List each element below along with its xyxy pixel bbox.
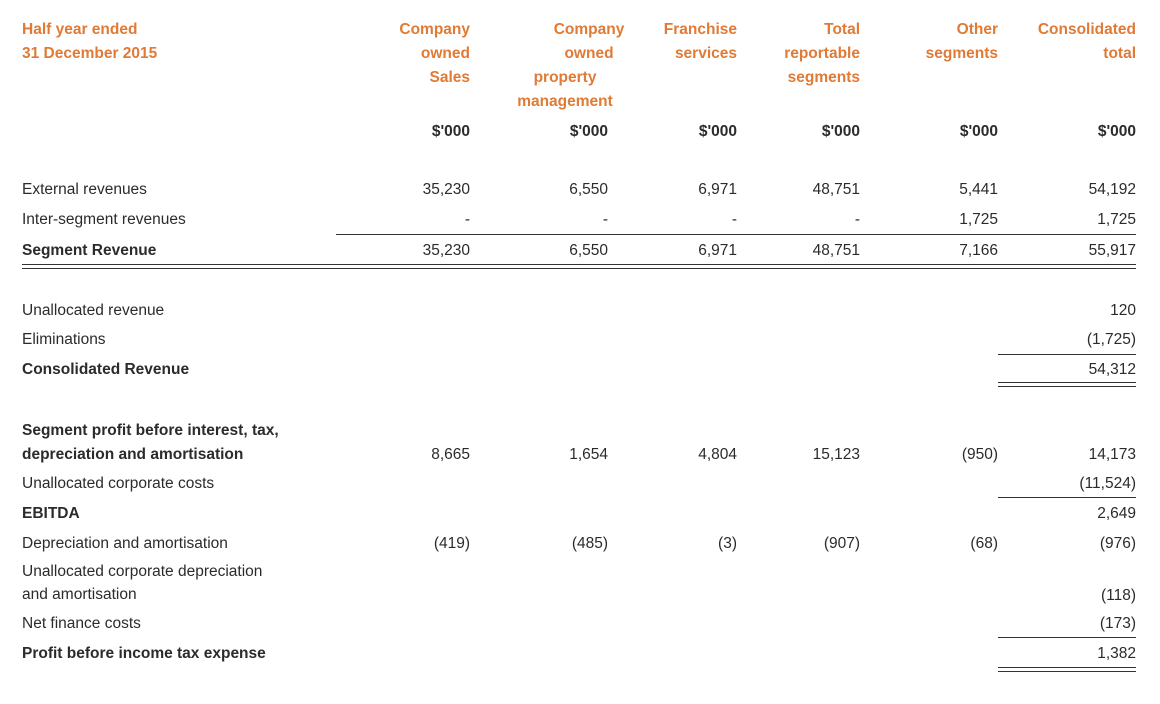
column-header-franchise-services [617, 18, 737, 66]
row-label-depreciation: Depreciation and amortisation [22, 535, 228, 552]
cell-value: (950) [961, 446, 998, 463]
cell-value: (976) [1099, 535, 1136, 552]
cell-value: 6,971 [698, 181, 737, 198]
period-title-line-1: Half year ended [22, 21, 138, 38]
cell-value: 55,917 [1088, 242, 1136, 259]
row-label-segment-profit: Segment profit before interest, tax, [22, 422, 279, 439]
header-line: owned [564, 45, 614, 62]
subtotal-rule [336, 234, 1136, 235]
unit-label: $'000 [698, 123, 737, 140]
unit-label: $'000 [431, 123, 470, 140]
row-label-unallocated-revenue: Unallocated revenue [22, 302, 165, 319]
header-line: owned [420, 45, 470, 62]
header-line: property [533, 69, 597, 86]
cell-value: (68) [970, 535, 998, 552]
row-label-eliminations: Eliminations [22, 331, 106, 348]
cell-value: 54,192 [1088, 181, 1136, 198]
column-header-other-segments [878, 18, 998, 66]
subtotal-rule [998, 354, 1136, 355]
cell-value: 6,550 [569, 181, 608, 198]
header-line: segments [787, 69, 860, 86]
period-title [22, 18, 157, 66]
total-double-rule [998, 667, 1136, 672]
row-label-unallocated-depreciation: Unallocated corporate depreciation [22, 563, 263, 580]
subtotal-rule [998, 637, 1136, 638]
cell-value: 120 [1110, 302, 1136, 319]
cell-value: (907) [823, 535, 860, 552]
header-line: total [1103, 45, 1136, 62]
header-line: Other [956, 21, 998, 38]
cell-value: 6,550 [569, 242, 608, 259]
cell-value: 54,312 [1088, 361, 1136, 378]
unit-label: $'000 [1097, 123, 1136, 140]
cell-value: 14,173 [1088, 446, 1136, 463]
unit-label: $'000 [821, 123, 860, 140]
header-line: services [674, 45, 737, 62]
header-line: Franchise [663, 21, 737, 38]
cell-value: - [731, 211, 737, 228]
cell-value: (419) [433, 535, 470, 552]
cell-value: 4,804 [698, 446, 737, 463]
cell-value: 48,751 [812, 181, 860, 198]
cell-value: - [464, 211, 470, 228]
cell-value: (118) [1100, 587, 1136, 604]
column-header-company-owned-sales [350, 18, 470, 90]
cell-value: (173) [1099, 615, 1136, 632]
row-label-external-revenues: External revenues [22, 181, 147, 198]
row-label-profit-before-tax: Profit before income tax expense [22, 645, 266, 662]
subtotal-rule [998, 497, 1136, 498]
row-label-inter-segment-revenues: Inter-segment revenues [22, 211, 186, 228]
unit-label: $'000 [569, 123, 608, 140]
cell-value: 35,230 [422, 242, 470, 259]
row-label-segment-revenue: Segment Revenue [22, 242, 157, 259]
row-label-segment-profit-line-2: depreciation and amortisation [22, 446, 244, 463]
cell-value: 2,649 [1097, 505, 1136, 522]
cell-value: 1,382 [1097, 645, 1136, 662]
cell-value: 1,654 [569, 446, 608, 463]
row-label-net-finance-costs: Net finance costs [22, 615, 141, 632]
header-line: Total [824, 21, 860, 38]
header-line: Company [553, 21, 625, 38]
cell-value: - [854, 211, 860, 228]
header-line: reportable [784, 45, 860, 62]
cell-value: 35,230 [422, 181, 470, 198]
cell-value: 7,166 [959, 242, 998, 259]
cell-value: 48,751 [812, 242, 860, 259]
header-line: Consolidated [1037, 21, 1136, 38]
cell-value: 15,123 [812, 446, 860, 463]
cell-value: 8,665 [431, 446, 470, 463]
row-label-unallocated-corporate-costs: Unallocated corporate costs [22, 475, 215, 492]
total-double-rule [998, 382, 1136, 387]
cell-value: (485) [571, 535, 608, 552]
cell-value: (3) [718, 535, 737, 552]
cell-value: 6,971 [698, 242, 737, 259]
unit-label: $'000 [959, 123, 998, 140]
period-title-line-2: 31 December 2015 [22, 45, 158, 62]
row-label-ebitda: EBITDA [22, 505, 80, 522]
row-label-consolidated-revenue: Consolidated Revenue [22, 361, 190, 378]
column-header-consolidated-total [1016, 18, 1136, 66]
column-header-total-reportable-segments [740, 18, 860, 90]
cell-value: (1,725) [1086, 331, 1136, 348]
row-label-unallocated-depreciation-line-2: and amortisation [22, 586, 137, 603]
header-line: Sales [429, 69, 470, 86]
cell-value: 5,441 [959, 181, 998, 198]
total-double-rule [22, 264, 1136, 269]
cell-value: (11,524) [1079, 475, 1136, 492]
header-line: management [517, 93, 613, 110]
cell-value: - [602, 211, 608, 228]
header-line: segments [925, 45, 998, 62]
header-line: Company [399, 21, 470, 38]
cell-value: 1,725 [1097, 211, 1136, 228]
cell-value: 1,725 [959, 211, 998, 228]
